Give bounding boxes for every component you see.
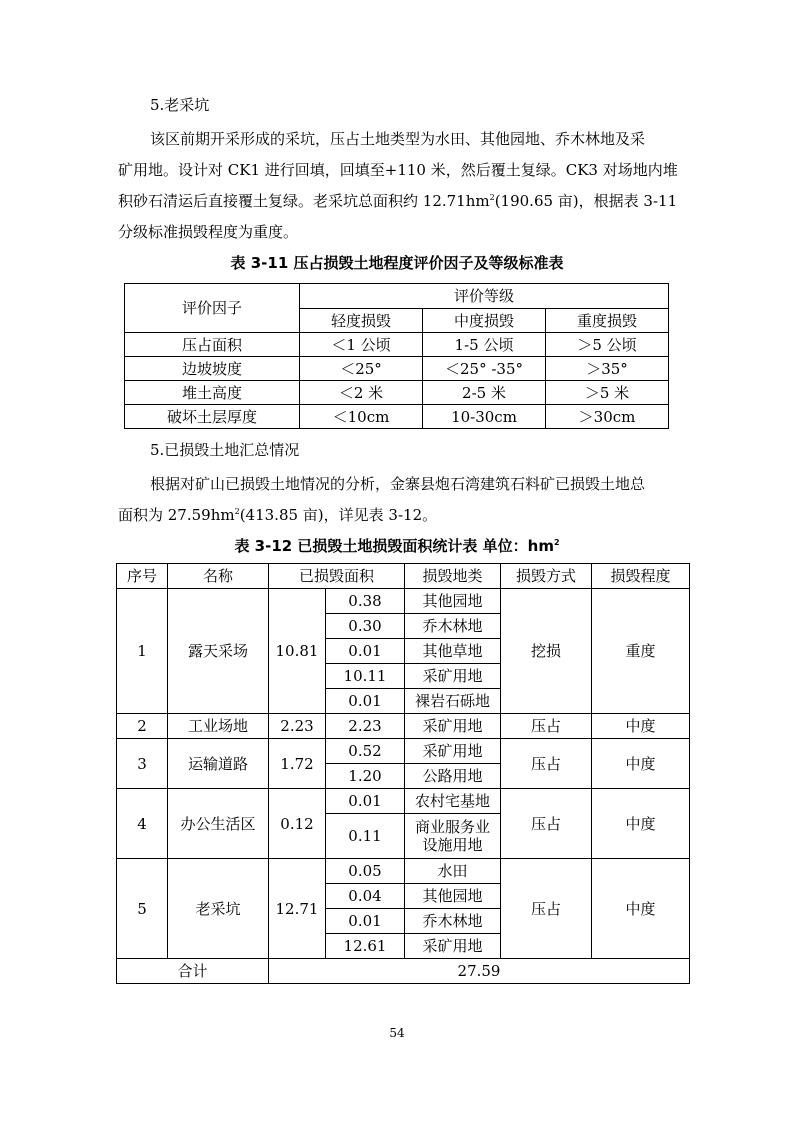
row-number: 1 <box>117 589 168 714</box>
table-cell: ＞35° <box>546 357 669 381</box>
item-land-type: 其他草地 <box>405 639 501 664</box>
column-header: 序号 <box>117 564 168 589</box>
table-cell: 10-30cm <box>423 405 546 429</box>
damage-method: 压占 <box>501 714 592 739</box>
item-area: 0.01 <box>326 789 405 814</box>
table-caption: 表 3-12 已损毁土地损毁面积统计表 单位：$hm^2$ <box>234 537 560 555</box>
table-row <box>117 859 690 884</box>
item-area: 0.01 <box>326 639 405 664</box>
table-row <box>117 789 690 814</box>
total-row <box>117 959 690 984</box>
table-cell: ＜25° -35° <box>423 357 546 381</box>
item-land-type: 其他园地 <box>405 589 501 614</box>
damage-degree: 中度 <box>592 714 690 739</box>
site-total-area: 10.81 <box>269 589 326 714</box>
item-area: 0.01 <box>326 689 405 714</box>
total-value: 27.59 <box>269 959 690 984</box>
table-caption: 表 3-11 压占损毁土地程度评价因子及等级标准表 <box>230 254 564 272</box>
item-land-type: 水田 <box>405 859 501 884</box>
item-land-type: 采矿用地 <box>405 714 501 739</box>
table-row <box>117 739 690 764</box>
table-row <box>125 405 669 429</box>
column-header: 名称 <box>168 564 269 589</box>
column-header: 评价等级 <box>300 284 669 309</box>
column-header: 中度损毁 <box>423 309 546 333</box>
paragraph-line: 分级标准损毁程度为重度。 <box>118 223 299 241</box>
damage-degree: 中度 <box>592 739 690 789</box>
item-land-type: 乔木林地 <box>405 909 501 934</box>
table-cell: ＞30cm <box>546 405 669 429</box>
paragraph-line: 根据对矿山已损毁土地情况的分析，金寨县炮石湾建筑石料矿已损毁土地总 <box>150 475 646 493</box>
column-header: 损毁方式 <box>501 564 592 589</box>
damage-method: 压占 <box>501 789 592 859</box>
item-land-type: 商业服务业 设施用地 <box>405 814 501 859</box>
damage-degree: 中度 <box>592 859 690 959</box>
paragraph-line: 积砂石清运后直接覆土复绿。老采坑总面积约 $12.71hm^2(190.65$ 亩)，根据表 3-11 <box>118 192 678 210</box>
section-heading: 5.老采坑 <box>150 96 210 114</box>
item-land-type: 公路用地 <box>405 764 501 789</box>
item-area: 2.23 <box>326 714 405 739</box>
row-number: 3 <box>117 739 168 789</box>
item-area: 0.38 <box>326 589 405 614</box>
paragraph-line: 该区前期开采形成的采坑，压占土地类型为水田、其他园地、乔木林地及采 <box>150 130 646 148</box>
table-header-row <box>125 284 669 309</box>
table-row <box>125 357 669 381</box>
damage-method: 压占 <box>501 739 592 789</box>
item-land-type: 裸岩石砾地 <box>405 689 501 714</box>
site-name: 办公生活区 <box>168 789 269 859</box>
item-area: 0.11 <box>326 814 405 859</box>
site-name: 露天采场 <box>168 589 269 714</box>
item-area: 0.52 <box>326 739 405 764</box>
table-cell: ＞5 公顷 <box>546 333 669 357</box>
item-area: 1.20 <box>326 764 405 789</box>
table-cell: 1-5 公顷 <box>423 333 546 357</box>
table-cell: ＜10cm <box>300 405 423 429</box>
table-cell: 2-5 米 <box>423 381 546 405</box>
item-area: 10.11 <box>326 664 405 689</box>
damage-method: 压占 <box>501 859 592 959</box>
section-heading: 5.已损毁土地汇总情况 <box>150 441 300 459</box>
damage-degree: 中度 <box>592 789 690 859</box>
item-area: 0.05 <box>326 859 405 884</box>
item-area: 12.61 <box>326 934 405 959</box>
page-number: 54 <box>389 1026 405 1040</box>
item-area: 0.04 <box>326 884 405 909</box>
table-cell: ＜25° <box>300 357 423 381</box>
row-number: 5 <box>117 859 168 959</box>
table-row <box>117 589 690 614</box>
column-header: 轻度损毁 <box>300 309 423 333</box>
site-name: 工业场地 <box>168 714 269 739</box>
site-total-area: 0.12 <box>269 789 326 859</box>
row-number: 2 <box>117 714 168 739</box>
site-total-area: 12.71 <box>269 859 326 959</box>
site-name: 老采坑 <box>168 859 269 959</box>
column-header: 损毁程度 <box>592 564 690 589</box>
item-land-type: 农村宅基地 <box>405 789 501 814</box>
paragraph-line: 面积为 $27.59hm^2(413.85$ 亩)，详见表 3-12。 <box>118 506 438 524</box>
table-row <box>125 333 669 357</box>
table-row <box>117 714 690 739</box>
damage-area-table <box>116 563 690 984</box>
table-cell: 堆土高度 <box>125 381 300 405</box>
damage-method: 挖损 <box>501 589 592 714</box>
site-total-area: 2.23 <box>269 714 326 739</box>
table-cell: ＜2 米 <box>300 381 423 405</box>
grade-standard-table <box>124 283 669 429</box>
table-cell: 边坡坡度 <box>125 357 300 381</box>
column-header: 已损毁面积 <box>269 564 405 589</box>
site-total-area: 1.72 <box>269 739 326 789</box>
site-name: 运输道路 <box>168 739 269 789</box>
paragraph-line: 矿用地。设计对 CK1 进行回填，回填至+110 米，然后覆土复绿。CK3 对场地内堆 <box>118 161 678 179</box>
column-header: 重度损毁 <box>546 309 669 333</box>
table-header-row <box>117 564 690 589</box>
column-header: 评价因子 <box>125 284 300 333</box>
table-cell: ＞5 米 <box>546 381 669 405</box>
damage-degree: 重度 <box>592 589 690 714</box>
item-land-type: 采矿用地 <box>405 934 501 959</box>
item-area: 0.01 <box>326 909 405 934</box>
table-cell: 压占面积 <box>125 333 300 357</box>
total-label: 合计 <box>117 959 269 984</box>
row-number: 4 <box>117 789 168 859</box>
item-land-type: 采矿用地 <box>405 664 501 689</box>
table-row <box>125 381 669 405</box>
item-area: 0.30 <box>326 614 405 639</box>
item-land-type: 乔木林地 <box>405 614 501 639</box>
column-header: 损毁地类 <box>405 564 501 589</box>
item-land-type: 其他园地 <box>405 884 501 909</box>
table-cell: 破坏土层厚度 <box>125 405 300 429</box>
item-land-type: 采矿用地 <box>405 739 501 764</box>
table-cell: ＜1 公顷 <box>300 333 423 357</box>
